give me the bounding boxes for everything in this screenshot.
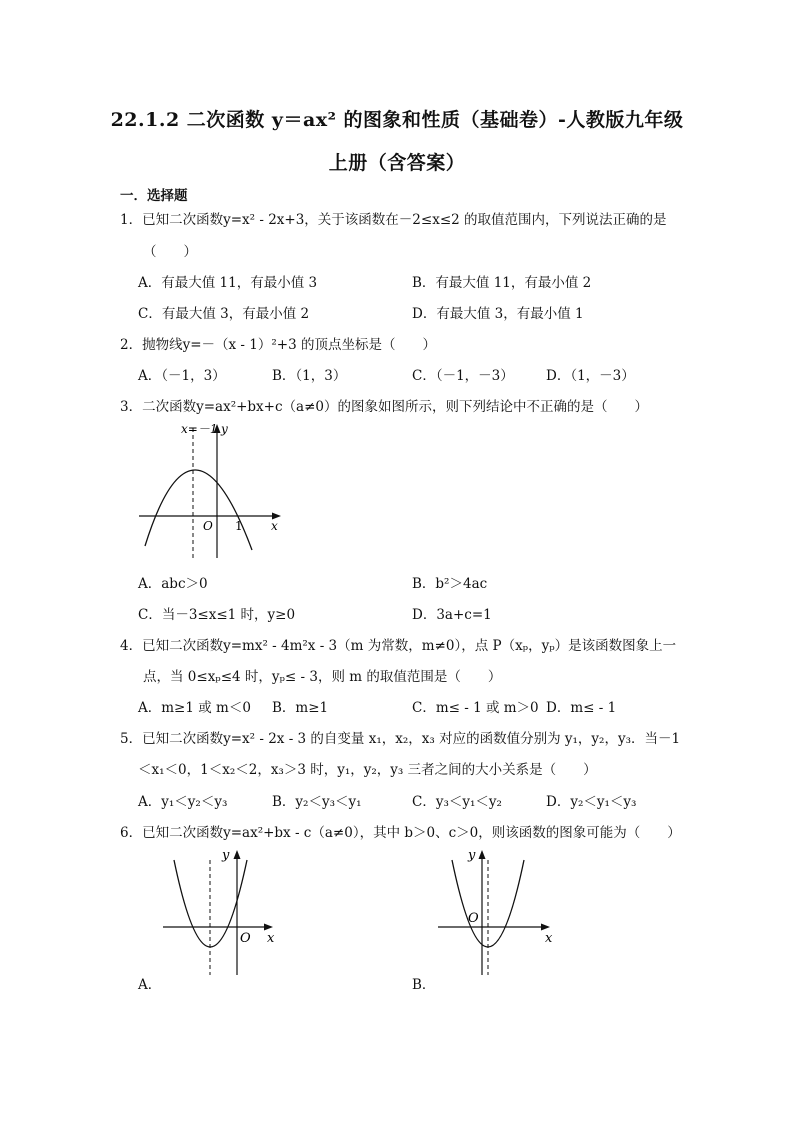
- q6a-x-label: x: [267, 931, 275, 946]
- q6-figure-b: [432, 842, 562, 977]
- doc-title-line1: 22.1.2 二次函数 y＝ax² 的图象和性质（基础卷）-人教版九年级: [110, 109, 684, 131]
- q6b-origin-label: O: [468, 911, 479, 926]
- q3-one-label: 1: [235, 519, 243, 533]
- q3-option-b: B．b²＞4ac: [412, 576, 488, 592]
- q5-option-b: B．y₂＜y₃＜y₁: [272, 794, 362, 810]
- q2-option-a: A．（－1，3）: [138, 368, 226, 384]
- section-heading: 一．选择题: [120, 188, 188, 204]
- q4-stem-line2: 点，当 0≤xₚ≤4 时，yₚ≤ - 3，则 m 的取值范围是（ ）: [143, 669, 502, 685]
- q3-axis-eq-label: x=－1: [181, 422, 218, 436]
- q6a-y-arrow: [234, 850, 241, 859]
- q6-option-b: B．: [412, 977, 436, 993]
- q1-stem: 1．已知二次函数y=x² - 2x+3，关于该函数在－2≤x≤2 的取值范围内，下列说法正确的是: [120, 212, 667, 228]
- q3-parabola-figure: [135, 418, 285, 563]
- q1-option-b: B．有最大值 11，有最小值 2: [412, 275, 592, 291]
- q1-option-c: C．有最大值 3，有最小值 2: [138, 306, 310, 322]
- q6b-x-label: x: [545, 931, 553, 946]
- q6b-x-arrow: [541, 924, 550, 931]
- q5-stem-line1: 5．已知二次函数y=x² - 2x - 3 的自变量 x₁，x₂，x₃ 对应的函数值分别为 y₁，y₂，y₃．当－1: [120, 731, 681, 747]
- q6a-origin-label: O: [240, 931, 251, 946]
- q2-option-d: D．（1，－3）: [546, 368, 635, 384]
- q1-paren: （ ）: [143, 244, 197, 260]
- q6a-y-label: y: [222, 848, 230, 863]
- q4-option-b: B．m≥1: [272, 700, 329, 716]
- q1-option-a: A．有最大值 11，有最小值 3: [138, 275, 318, 291]
- q2-stem: 2．抛物线y=－（x - 1）²+3 的顶点坐标是（ ）: [120, 337, 436, 353]
- q4-option-c: C．m≤ - 1 或 m＞0: [412, 700, 539, 716]
- q5-option-c: C．y₃＜y₁＜y₂: [412, 794, 502, 810]
- q3-parabola-curve: [145, 470, 252, 550]
- q6b-y-arrow: [479, 850, 486, 859]
- q5-option-a: A．y₁＜y₂＜y₃: [138, 794, 228, 810]
- q3-option-d: D．3a+c=1: [412, 607, 492, 623]
- q4-option-a: A．m≥1 或 m＜0: [138, 700, 251, 716]
- doc-title-line2: 上册（含答案）: [328, 152, 466, 174]
- q6a-x-arrow: [264, 924, 273, 931]
- q6b-y-label: y: [468, 848, 476, 863]
- q5-option-d: D．y₂＜y₁＜y₃: [546, 794, 637, 810]
- q3-origin-label: O: [203, 519, 213, 533]
- q3-option-a: A．abc＞0: [138, 576, 208, 592]
- q3-option-c: C．当－3≤x≤1 时，y≥0: [138, 607, 296, 623]
- q6-figure-a: [155, 842, 285, 977]
- q1-option-d: D．有最大值 3，有最小值 1: [412, 306, 584, 322]
- q4-stem-line1: 4．已知二次函数y=mx² - 4m²x - 3（m 为常数，m≠0），点 P（xₚ，yₚ）是该函数图象上一: [120, 638, 677, 654]
- q3-y-label: y: [221, 422, 228, 436]
- q2-option-b: B．（1，3）: [272, 368, 347, 384]
- q3-stem: 3．二次函数y=ax²+bx+c（a≠0）的图象如图所示，则下列结论中不正确的是（ ）: [120, 399, 648, 415]
- q3-x-label: x: [271, 519, 278, 533]
- q6-option-a: A．: [138, 977, 162, 993]
- q5-stem-line2: ＜x₁＜0，1＜x₂＜2，x₃＞3 时，y₁，y₂，y₃ 三者之间的大小关系是（ ）: [138, 762, 597, 778]
- q4-option-d: D．m≤ - 1: [546, 700, 617, 716]
- q2-option-c: C．（－1，－3）: [412, 368, 514, 384]
- q6-stem: 6．已知二次函数y=ax²+bx - c（a≠0），其中 b＞0、c＞0，则该函数的图象可能为（ ）: [120, 825, 681, 841]
